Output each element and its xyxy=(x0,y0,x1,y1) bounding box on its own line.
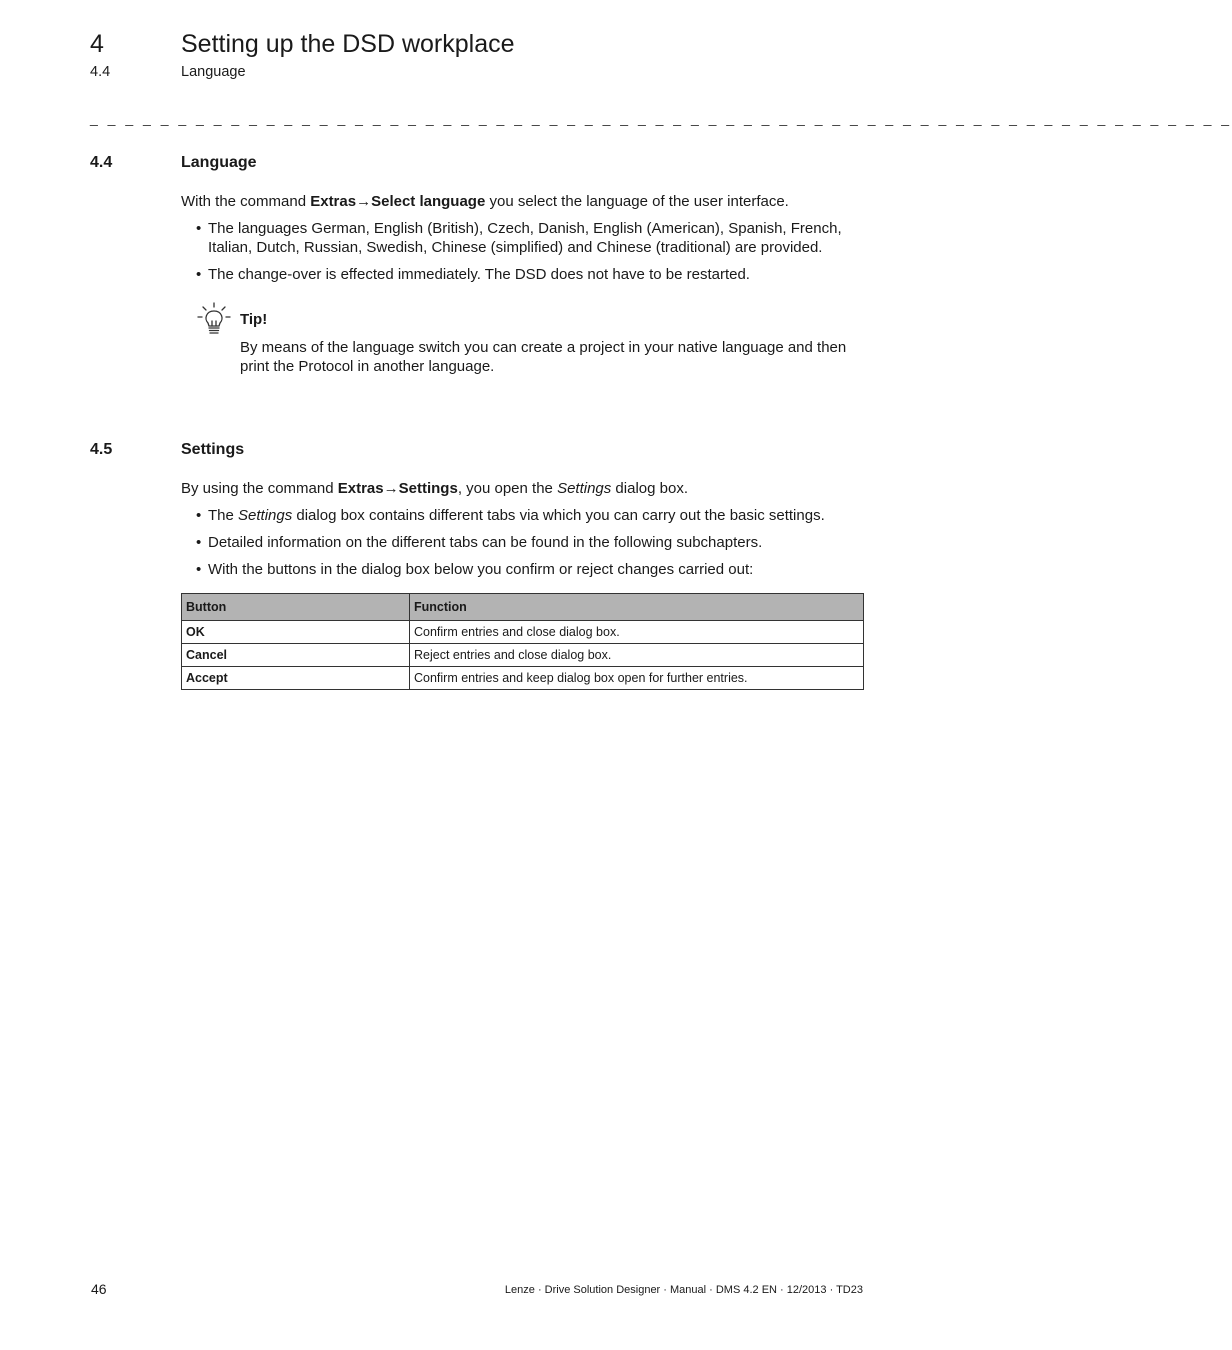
settings-bullet-1-prefix: The xyxy=(208,507,239,524)
settings-bullet-1-italic: Settings xyxy=(238,507,293,524)
settings-intro-command-1: Extras xyxy=(337,480,384,497)
settings-bullet-1-text xyxy=(208,506,866,525)
header-separator: _ _ _ _ _ _ _ _ _ _ _ _ _ _ _ _ _ _ _ _ _ _ _ _ _ _ _ _ _ _ _ _ _ _ _ _ _ _ _ _ _ _ _ _ _ _ _ _ _ _ _ _ _ _ _ _ _ _ _ _ _ _ _ _ _ xyxy=(90,110,1232,126)
language-bullet-1-text: The languages German, English (British), Czech, Danish, English (American), Spanish, French, Italian, Dutch, Russian, Swedish, Chinese (simplified) and Chinese (traditional) are provided. xyxy=(208,220,842,256)
language-intro-prefix: With the command xyxy=(181,193,311,210)
language-intro-command-2: Select language xyxy=(371,193,486,210)
header-section-title: Language xyxy=(181,64,246,80)
settings-intro-command-2: Settings xyxy=(398,480,458,497)
table-row xyxy=(182,621,864,644)
settings-bullet-3-text: With the buttons in the dialog box below you confirm or reject changes carried out: xyxy=(208,561,754,578)
language-bullet-2-text: The change-over is effected immediately. The DSD does not have to be restarted. xyxy=(208,266,750,283)
table-cell-function: Confirm entries and close dialog box. xyxy=(410,621,864,644)
language-intro-suffix: you select the language of the user interface. xyxy=(485,193,789,210)
settings-bullet-1-suffix: dialog box contains different tabs via which you can carry out the basic settings. xyxy=(292,507,825,524)
language-bullet-2 xyxy=(196,265,866,284)
bullet-dot: • xyxy=(196,534,202,551)
settings-bullet-1 xyxy=(196,506,866,525)
settings-bullet-2-text: Detailed information on the different tabs can be found in the following subchapters. xyxy=(208,534,763,551)
table-cell-button: Cancel xyxy=(182,644,410,667)
settings-bullet-3 xyxy=(196,560,866,579)
table-row xyxy=(182,667,864,690)
bullet-dot: • xyxy=(196,561,202,578)
settings-intro xyxy=(181,479,871,498)
settings-intro-arrow: → xyxy=(383,480,399,497)
bullet-dot: • xyxy=(196,507,202,524)
section-number-settings: 4.5 xyxy=(90,441,113,458)
table-cell-function: Reject entries and close dialog box. xyxy=(410,644,864,667)
chapter-number: 4 xyxy=(90,30,104,58)
tip-text: By means of the language switch you can create a project in your native language and then print the Protocol in another language. xyxy=(240,339,847,375)
section-title-settings: Settings xyxy=(181,441,245,458)
table-header-function: Function xyxy=(410,594,864,621)
settings-bullet-2 xyxy=(196,533,866,552)
chapter-title: Setting up the DSD workplace xyxy=(181,30,515,58)
header-section-number: 4.4 xyxy=(90,64,111,80)
lightbulb-icon xyxy=(197,302,231,336)
tip-title: Tip! xyxy=(240,311,268,328)
table-cell-button: Accept xyxy=(182,667,410,690)
settings-intro-prefix: By using the command xyxy=(181,480,338,497)
table-cell-function: Confirm entries and keep dialog box open for further entries. xyxy=(410,667,864,690)
table-header-button: Button xyxy=(182,594,410,621)
language-intro xyxy=(181,192,871,211)
settings-intro-suffix: dialog box. xyxy=(611,480,688,497)
section-number-language: 4.4 xyxy=(90,154,113,171)
settings-intro-italic: Settings xyxy=(557,480,612,497)
bullet-dot: • xyxy=(196,266,202,283)
language-intro-arrow: → xyxy=(356,193,372,210)
settings-buttons-table xyxy=(181,593,864,690)
footer-info: Lenze · Drive Solution Designer · Manual · DMS 4.2 EN · 12/2013 · TD23 xyxy=(504,1284,863,1296)
language-bullet-1 xyxy=(196,219,866,257)
language-intro-command-1: Extras xyxy=(310,193,357,210)
table-row xyxy=(182,644,864,667)
section-title-language: Language xyxy=(181,154,257,171)
table-header-row xyxy=(182,594,864,621)
page-number: 46 xyxy=(91,1281,107,1297)
settings-intro-middle: , you open the xyxy=(457,480,558,497)
table-cell-button: OK xyxy=(182,621,410,644)
bullet-dot: • xyxy=(196,220,202,237)
